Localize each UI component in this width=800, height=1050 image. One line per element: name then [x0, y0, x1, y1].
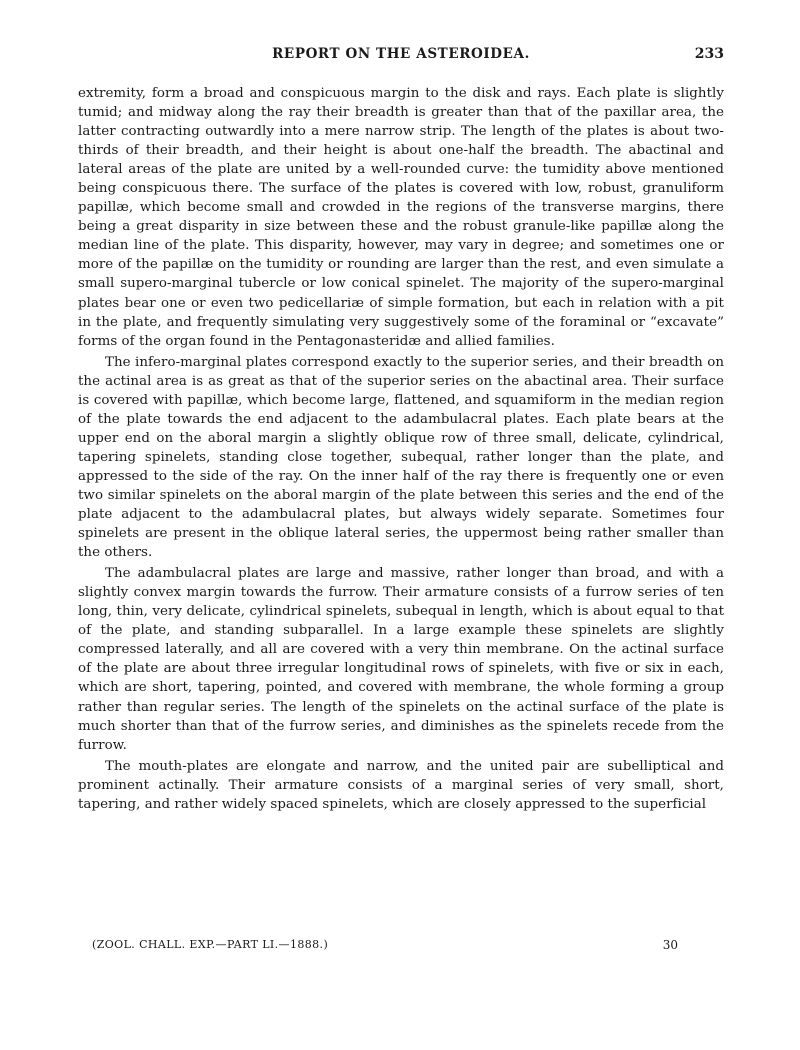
body-text [78, 84, 724, 814]
signature-number: 30 [662, 938, 678, 952]
running-header [78, 46, 724, 68]
signature-line: (ZOOL. CHALL. EXP.—PART LI.—1888.) [92, 938, 329, 951]
paragraph-infero-marginal: The infero-marginal plates correspond exactly to the superior series, and their breadth on the actinal area is as great as that of the superior series on the abactinal area. Their surface is covered with papillæ, which become large, flattened, and squamiform in the median region of the plate towards the end adjacent to the adambulacral plates. Each plate bears at the upper end on the aboral margin a slightly oblique row of three small, delicate, cylindrical, tapering spinelets, standing close together, subequal, rather longer than the plate, and appressed to the side of the ray. On the inner half of the ray there is frequently one or even two similar spinelets on the aboral margin of the plate between this series and the end of the plate adjacent to the adambulacral plates, but always widely separate. Sometimes four spinelets are present in the oblique lateral series, the uppermost being rather smaller than the others. [78, 354, 724, 561]
paragraph-adambulacral: The adambulacral plates are large and massive, rather longer than broad, and with a slightly convex margin towards the furrow. Their armature consists of a furrow series of ten long, thin, very delicate, cylindrical spinelets, subequal in length, which is about equal to that of the plate, and standing subparallel. In a large example these spinelets are slightly compressed laterally, and all are covered with a very thin membrane. On the actinal surface of the plate are about three irregular longitudinal rows of spinelets, with five or six in each, which are short, tapering, pointed, and covered with membrane, the whole forming a group rather than regular series. The length of the spinelets on the actinal surface of the plate is much shorter than that of the furrow series, and diminishes as the spinelets recede from the furrow. [78, 566, 724, 753]
paragraph-continued: extremity, form a broad and conspicuous margin to the disk and rays. Each plate is slightly tumid; and midway along the ray their breadth is greater than that of the paxillar area, the latter contracting outwardly into a mere narrow strip. The length of the plates is about two-thirds of their breadth, and their height is about one-half the breadth. The abactinal and lateral areas of the plate are united by a well-rounded curve: the tumidity above mentioned being conspicuous there. The surface of the plates is covered with low, robust, granuliform papillæ, which become small and crowded in the regions of the transverse margins, there being a great disparity in size between these and the robust granule-like papillæ along the median line of the plate. This disparity, however, may vary in degree; and sometimes one or more of the papillæ on the tumidity or rounding are larger than the rest, and even simulate a small supero-marginal tubercle or low conical spinelet. The majority of the supero-marginal plates bear one or even two pedicellariæ of simple formation, but each in relation with a pit in the plate, and frequently simulating very suggestively some of the foraminal or “excavate” forms of the organ found in the Pentagonasteridæ and allied families. [78, 86, 724, 349]
page-number: 233 [694, 46, 724, 62]
page-footer [92, 938, 682, 956]
running-title: REPORT ON THE ASTEROIDEA. [272, 46, 530, 62]
paragraph-mouth-plates: The mouth-plates are elongate and narrow, and the united pair are subelliptical and prominent actinally. Their armature consists of a marginal series of very small, short, tapering, and rather widely spaced spinelets, which are closely appressed to the superficial [78, 758, 724, 812]
